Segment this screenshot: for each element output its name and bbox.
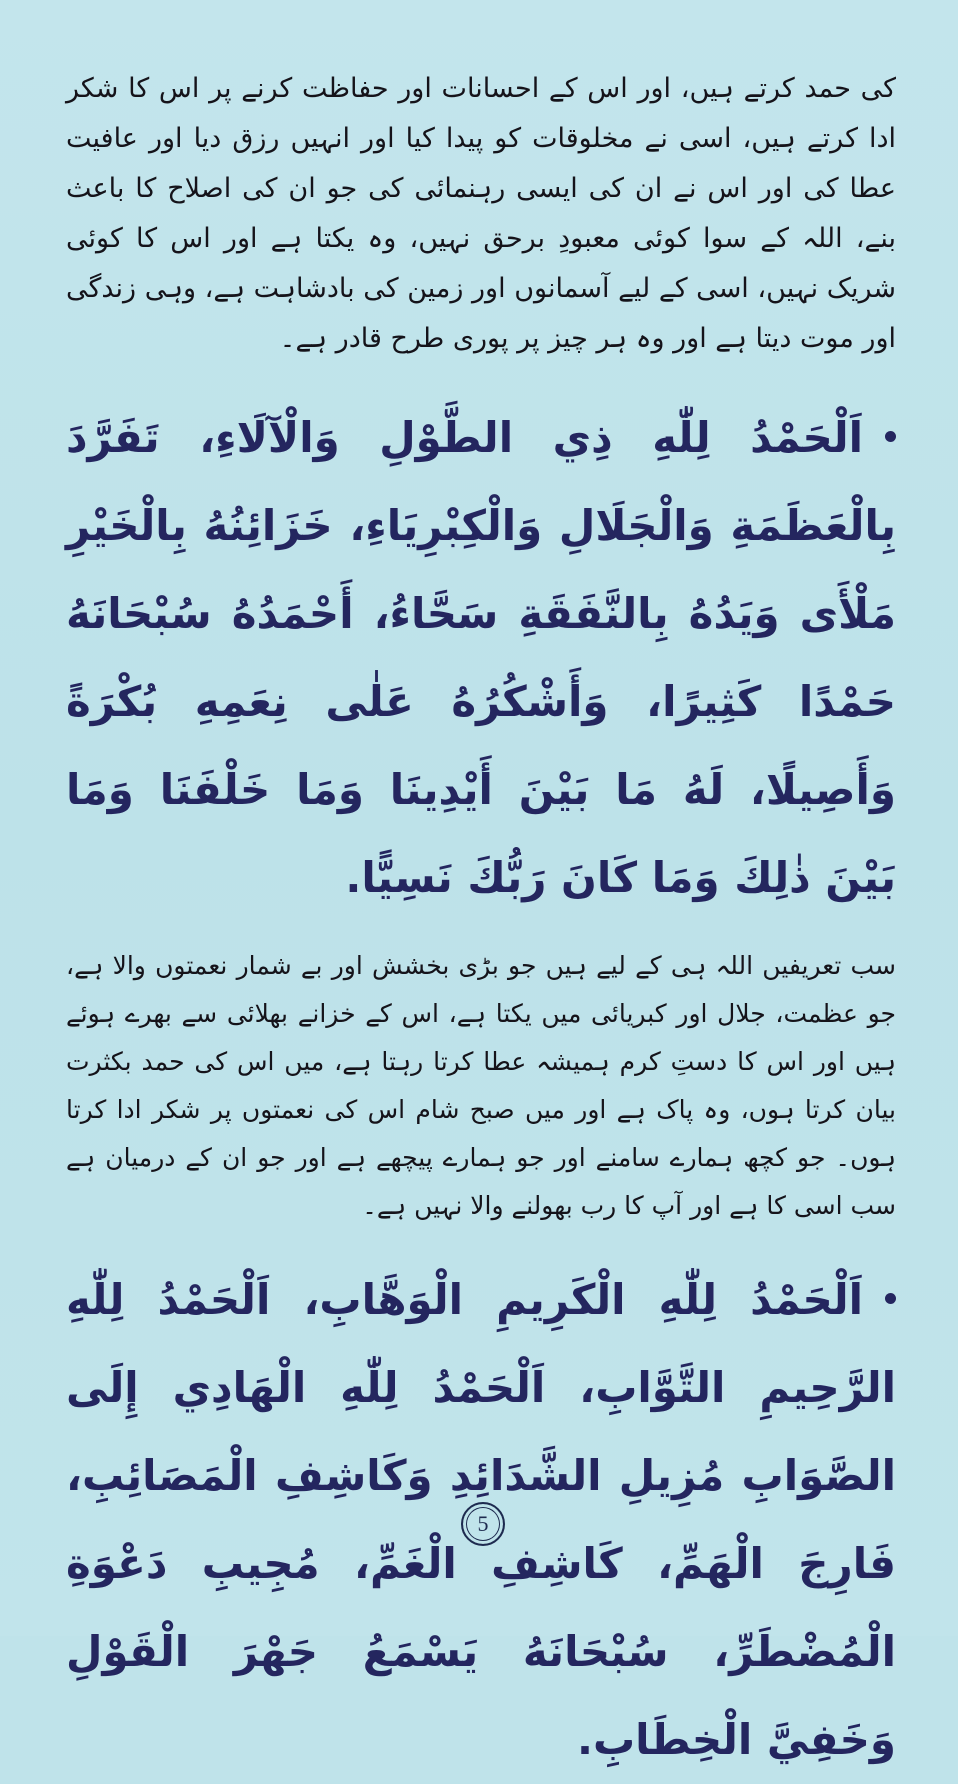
bullet-icon [885,431,896,442]
arabic-supplication-1 [66,394,896,922]
arabic-text-2: اَلْحَمْدُ لِلّٰهِ الْكَرِيمِ الْوَهَّابِ، اَلْحَمْدُ لِلّٰهِ الرَّحِيمِ التَّوَّابِ، اَلْحَمْدُ لِلّٰهِ الْهَادِي إِلَى الصَّوَابِ مُزِيلِ الشَّدَائِدِ وَكَاشِفِ الْمَصَائِبِ، فَارِجَ الْهَمِّ، كَاشِفِ الْغَمِّ، مُجِيبِ دَعْوَةِ الْمُضْطَرِّ، سُبْحَانَهُ يَسْمَعُ جَهْرَ الْقَوْلِ وَخَفِيَّ الْخِطَابِ. [66,1275,896,1764]
urdu-paragraph-1: کی حمد کرتے ہیں، اور اس کے احسانات اور حفاظت کرنے پر اس کا شکر ادا کرتے ہیں، اسی نے مخلوقات کو پیدا کیا اور انہیں رزق دیا اور عافیت عطا کی اور اس نے ان کی ایسی رہنمائی کی جو ان کی اصلاح کا باعث بنے، اللہ کے سوا کوئی معبودِ برحق نہیں، وہ یکتا ہے اور اس کا کوئی شریک نہیں، اسی کے لیے آسمانوں اور زمین کی بادشاہت ہے، وہی زندگی اور موت دیتا ہے اور وہ ہر چیز پر پوری طرح قادر ہے۔ [66,73,896,354]
urdu-paragraph-2: سب تعریفیں اللہ ہی کے لیے ہیں جو بڑی بخشش اور بے شمار نعمتوں والا ہے، جو عظمت، جلال اور کبریائی میں یکتا ہے، اس کے خزانے بھلائی سے بھرے ہوئے ہیں اور اس کا دستِ کرم ہمیشہ عطا کرتا رہتا ہے، میں اس کی حمد بکثرت بیان کرتا ہوں، وہ پاک ہے اور میں صبح شام اس کی نعمتوں پر شکر ادا کرتا ہوں۔ جو کچھ ہمارے سامنے اور جو ہمارے پیچھے ہے اور جو ان کے درمیان ہے سب اسی کا ہے اور آپ کا رب بھولنے والا نہیں ہے۔ [66,951,896,1220]
arabic-text-1: اَلْحَمْدُ لِلّٰهِ ذِي الطَّوْلِ وَالْآلَاءِ، تَفَرَّدَ بِالْعَظَمَةِ وَالْجَلَالِ وَالْكِبْرِيَاءِ، خَزَائِنُهُ بِالْخَيْرِ مَلْأَى وَيَدُهُ بِالنَّفَقَةِ سَحَّاءُ، أَحْمَدُهُ سُبْحَانَهُ حَمْدًا كَثِيرًا، وَأَشْكُرُهُ عَلٰى نِعَمِهِ بُكْرَةً وَأَصِيلًا، لَهُ مَا بَيْنَ أَيْدِينَا وَمَا خَلْفَنَا وَمَا بَيْنَ ذٰلِكَ وَمَا كَانَ رَبُّكَ نَسِيًّا. [66,413,896,902]
page-number: 5 [461,1502,505,1546]
bullet-icon [885,1293,896,1304]
